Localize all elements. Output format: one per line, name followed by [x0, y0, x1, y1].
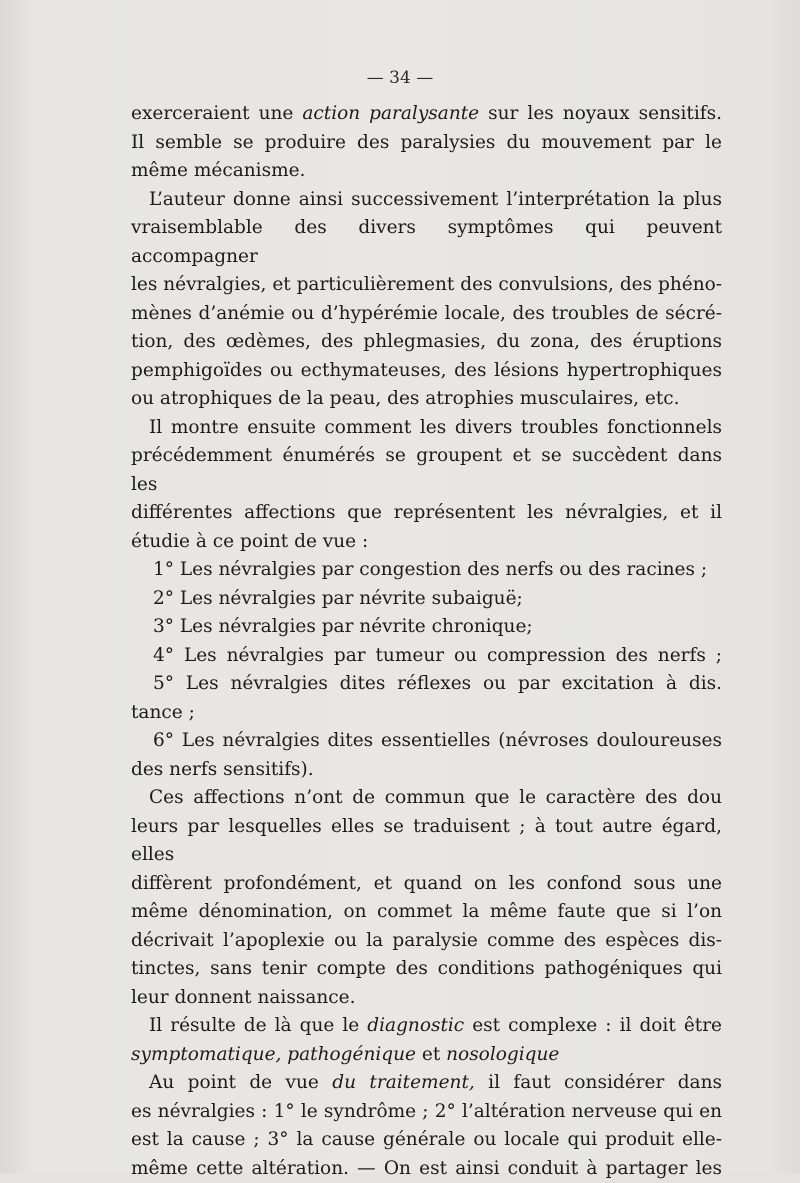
- text-line: exerceraient une action paralysante sur les noyaux sensitifs.: [131, 100, 722, 129]
- text-line: tance ;: [131, 699, 722, 728]
- text-line: est la cause ; 3° la cause générale ou locale qui produit elle-: [131, 1126, 722, 1155]
- text-line: es névralgies : 1° le syndrôme ; 2° l’altération nerveuse qui en: [131, 1098, 722, 1127]
- text-line: étudie à ce point de vue :: [131, 528, 722, 557]
- text-line: Il résulte de là que le diagnostic est complexe : il doit être: [131, 1012, 722, 1041]
- text-line: pemphigoïdes ou ecthymateuses, des lésions hypertrophiques: [131, 357, 722, 386]
- text-line: Il semble se produire des paralysies du mouvement par le: [131, 129, 722, 158]
- text-line: précédemment énumérés se groupent et se succèdent dans les: [131, 442, 722, 499]
- text-line: leurs par lesquelles elles se traduisent ; à tout autre égard, elles: [131, 813, 722, 870]
- text-line: même mécanisme.: [131, 157, 722, 186]
- list-item: 2° Les névralgies par névrite subaiguë;: [131, 585, 722, 614]
- text-line: Ces affections n’ont de commun que le caractère des dou: [131, 784, 722, 813]
- text-line: tion, des œdèmes, des phlegmasies, du zona, des éruptions: [131, 328, 722, 357]
- text-line: tinctes, sans tenir compte des conditions pathogéniques qui: [131, 955, 722, 984]
- list-item: 4° Les névralgies par tumeur ou compression des nerfs ;: [131, 642, 722, 671]
- text-line: des nerfs sensitifs).: [131, 756, 722, 785]
- text-line: Au point de vue du traitement, il faut considérer dans: [131, 1069, 722, 1098]
- text-line: L’auteur donne ainsi successivement l’interprétation la plus: [131, 186, 722, 215]
- text-line: leur donnent naissance.: [131, 984, 722, 1013]
- text-line: différentes affections que représentent les névralgies, et il: [131, 499, 722, 528]
- text-line: même dénomination, on commet la même faute que si l’on: [131, 898, 722, 927]
- text-line: vraisemblable des divers symptômes qui peuvent accompagner: [131, 214, 722, 271]
- list-item: 1° Les névralgies par congestion des nerfs ou des racines ;: [131, 556, 722, 585]
- list-item: 3° Les névralgies par névrite chronique;: [131, 613, 722, 642]
- list-item: 5° Les névralgies dites réflexes ou par excitation à dis.: [131, 670, 722, 699]
- text-line: les névralgies, et particulièrement des convulsions, des phéno-: [131, 271, 722, 300]
- text-line: mènes d’anémie ou d’hypérémie locale, des troubles de sécré-: [131, 300, 722, 329]
- text-line: symptomatique, pathogénique et nosologique: [131, 1041, 722, 1070]
- body-text: [131, 100, 722, 1183]
- list-item: 6° Les névralgies dites essentielles (névroses douloureuses: [131, 727, 722, 756]
- text-line: décrivait l’apoplexie ou la paralysie comme des espèces dis-: [131, 927, 722, 956]
- text-line: ou atrophiques de la peau, des atrophies musculaires, etc.: [131, 385, 722, 414]
- page-number: — 34 —: [0, 68, 800, 88]
- text-line: diffèrent profondément, et quand on les confond sous une: [131, 870, 722, 899]
- text-line: Il montre ensuite comment les divers troubles fonctionnels: [131, 414, 722, 443]
- text-line: même cette altération. — On est ainsi conduit à partager les: [131, 1155, 722, 1183]
